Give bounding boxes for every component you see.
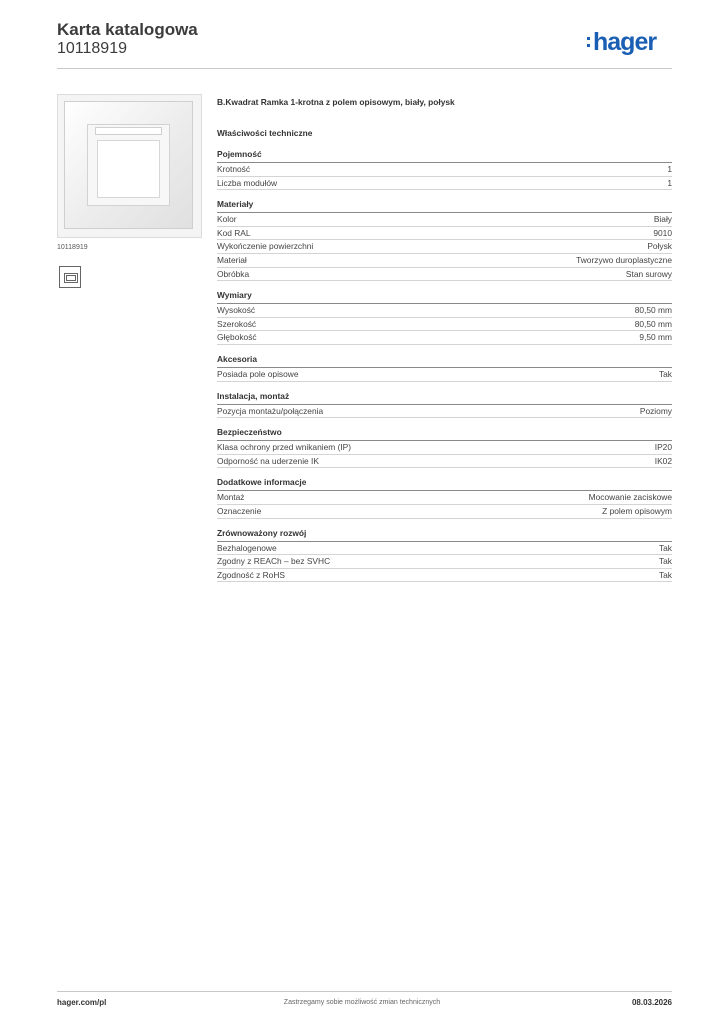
spec-key: Materiał [217, 254, 247, 265]
spec-row [217, 331, 672, 345]
section-title: Materiały [217, 199, 672, 213]
section-title: Bezpieczeństwo [217, 427, 672, 441]
spec-row [217, 542, 672, 556]
mechanism-opening [97, 140, 160, 198]
hager-logo [593, 28, 656, 57]
spec-value: Tak [658, 569, 672, 580]
spec-value: 9010 [653, 227, 672, 238]
spec-value: Tworzywo duroplastyczne [576, 254, 672, 265]
spec-row [217, 268, 672, 282]
spec-row [217, 368, 672, 382]
spec-row [217, 254, 672, 268]
spec-key: Liczba modułów [217, 177, 278, 188]
spec-key: Klasa ochrony przed wnikaniem (IP) [217, 442, 352, 453]
spec-value: Połysk [647, 241, 672, 252]
spec-key: Oznaczenie [217, 505, 262, 516]
spec-value: Tak [658, 542, 672, 553]
spec-section [217, 149, 672, 190]
spec-key: Obróbka [217, 268, 250, 279]
spec-value: Mocowanie zaciskowe [588, 492, 672, 503]
spec-row [217, 569, 672, 583]
spec-value: 1 [667, 164, 672, 174]
spec-key: Pozycja montażu/połączenia [217, 405, 324, 416]
spec-row [217, 555, 672, 569]
spec-value: IK02 [654, 455, 672, 466]
spec-row [217, 505, 672, 519]
spec-key: Wysokość [217, 305, 256, 316]
spec-row [217, 213, 672, 227]
spec-key: Posiada pole opisowe [217, 368, 299, 379]
product-description: B.Kwadrat Ramka 1-krotna z polem opisowym, biały, połysk [217, 97, 455, 107]
section-title: Wymiary [217, 290, 672, 304]
spec-section [217, 199, 672, 281]
footer-website: hager.com/pl [57, 998, 107, 1007]
spec-row [217, 240, 672, 254]
spec-row [217, 455, 672, 469]
section-title: Zrównoważony rozwój [217, 528, 672, 542]
spec-row [217, 304, 672, 318]
spec-value: Tak [658, 368, 672, 379]
spec-value: 9,50 mm [639, 332, 672, 343]
spec-value: Biały [653, 214, 672, 225]
spec-value: 80,50 mm [634, 318, 672, 329]
label-field [95, 127, 162, 135]
properties-heading: Właściwości techniczne [217, 128, 313, 138]
spec-row [217, 441, 672, 455]
spec-value: Stan surowy [625, 268, 672, 279]
spec-section [217, 391, 672, 419]
image-caption: 10118919 [57, 244, 88, 251]
spec-row [217, 405, 672, 419]
spec-key: Krotność [217, 164, 251, 174]
spec-sections [217, 149, 672, 582]
spec-row [217, 491, 672, 505]
spec-section [217, 477, 672, 518]
spec-key: Zgodność z RoHS [217, 569, 285, 580]
spec-key: Kod RAL [217, 227, 251, 238]
spec-key: Odporność na uderzenie IK [217, 455, 319, 466]
spec-value: Tak [658, 556, 672, 567]
spec-value: IP20 [654, 442, 672, 453]
spec-value: Poziomy [639, 405, 672, 416]
product-code: 10118919 [57, 40, 127, 57]
spec-row [217, 318, 672, 332]
spec-section [217, 427, 672, 468]
spec-key: Szerokość [217, 318, 257, 329]
spec-key: Bezhalogenowe [217, 542, 277, 553]
section-title: Dodatkowe informacje [217, 477, 672, 491]
product-image [57, 94, 202, 238]
section-title: Akcesoria [217, 354, 672, 368]
spec-value: 80,50 mm [634, 305, 672, 316]
footer-disclaimer: Zastrzegamy sobie możliwość zmian technicznych [283, 999, 441, 1006]
spec-row [217, 227, 672, 241]
section-title: Instalacja, montaż [217, 391, 672, 405]
section-title: Pojemność [217, 149, 672, 163]
spec-section [217, 354, 672, 382]
spec-row [217, 163, 672, 177]
spec-key: Zgodny z REACh – bez SVHC [217, 556, 331, 567]
spec-key: Głębokość [217, 332, 257, 343]
spec-row [217, 177, 672, 191]
logo-text: hager [593, 28, 657, 56]
spec-section [217, 290, 672, 345]
spec-key: Kolor [217, 214, 237, 225]
frame-symbol-icon [59, 266, 81, 288]
spec-section [217, 528, 672, 583]
spec-value: Z polem opisowym [602, 505, 672, 516]
footer-divider [57, 991, 672, 992]
header-divider [57, 68, 672, 69]
spec-sheet [217, 96, 672, 582]
spec-key: Montaż [217, 492, 245, 503]
spec-key: Wykończenie powierzchni [217, 241, 314, 252]
footer-date: 08.03.2026 [631, 998, 672, 1007]
frame-outer [64, 101, 193, 229]
spec-value: 1 [667, 177, 672, 188]
page-title: Karta katalogowa [57, 20, 198, 39]
